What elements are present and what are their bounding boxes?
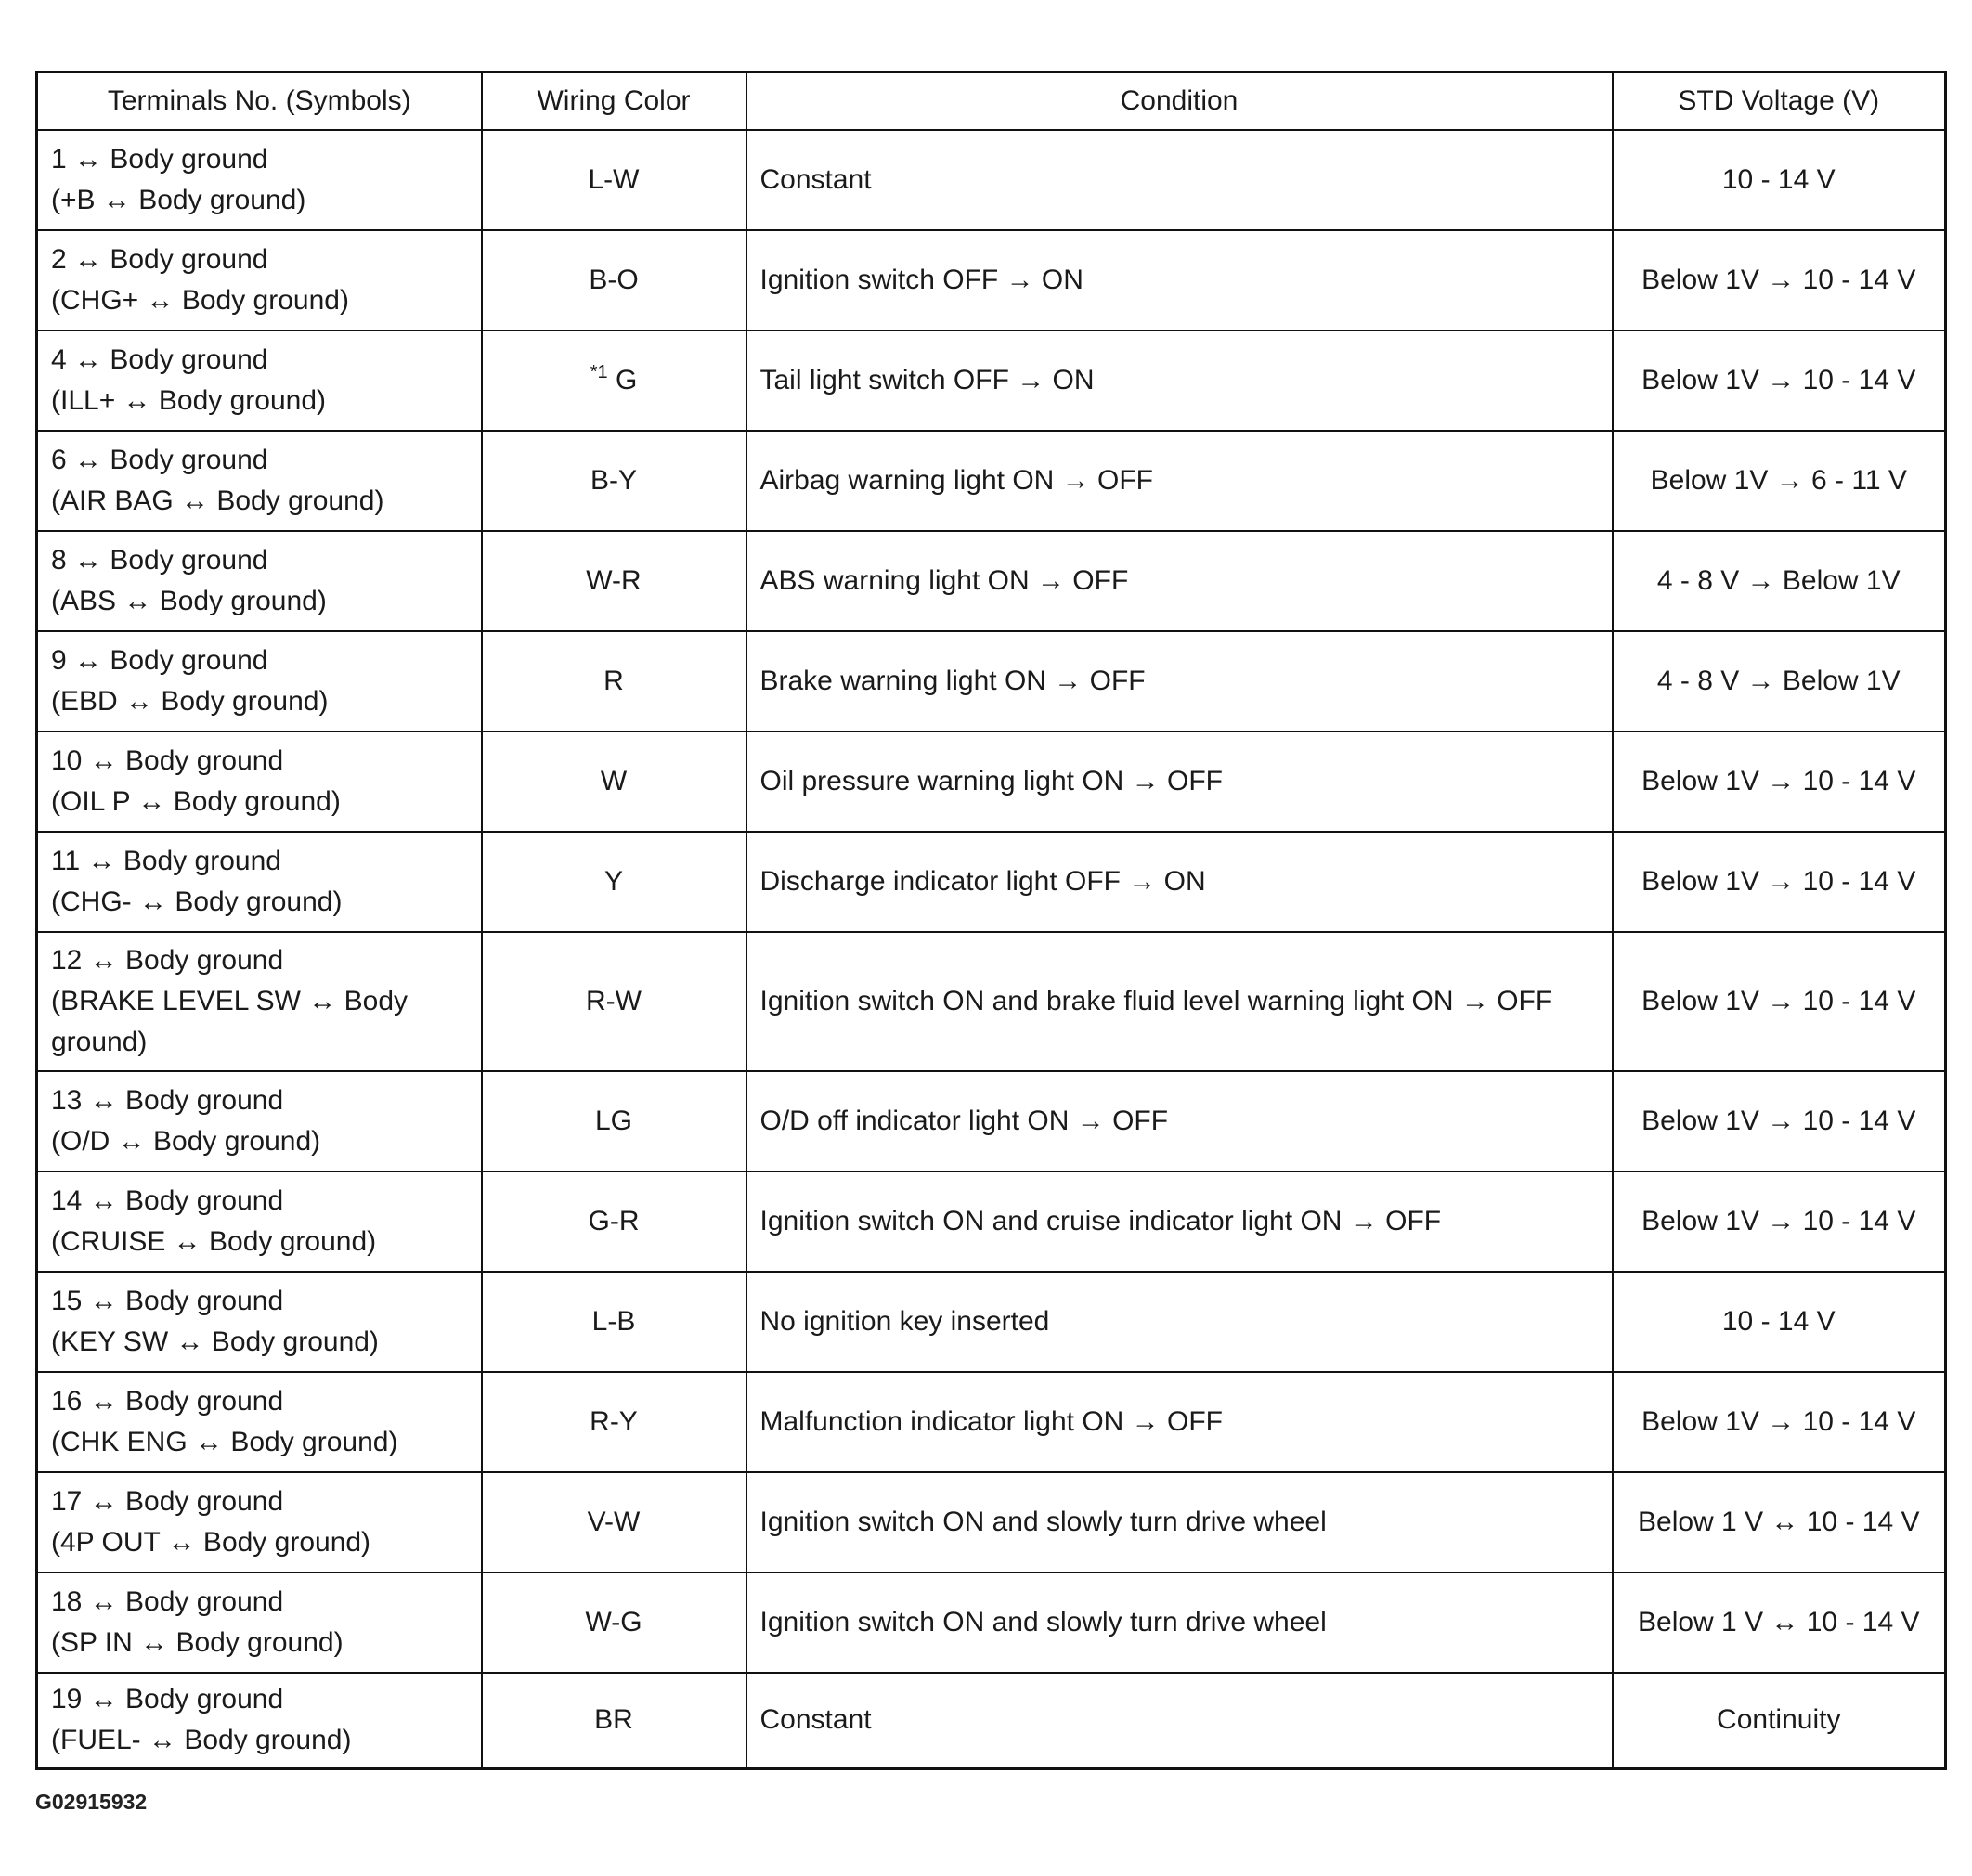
- table-row: [37, 230, 1946, 330]
- terminal-symbol: (BRAKE LEVEL SW ↔ Body ground): [51, 985, 409, 1057]
- terminal-number: 10 ↔ Body ground: [51, 744, 284, 776]
- terminal-symbol: (OIL P ↔ Body ground): [51, 785, 341, 817]
- std-voltage-cell: Below 1V → 10 - 14 V: [1613, 832, 1946, 932]
- terminal-symbol: (CHG+ ↔ Body ground): [51, 284, 349, 316]
- terminal-symbol: (CRUISE ↔ Body ground): [51, 1225, 377, 1257]
- terminal-number: 4 ↔ Body ground: [51, 343, 268, 375]
- condition-cell: O/D off indicator light ON → OFF: [746, 1071, 1613, 1171]
- wiring-color-cell: R: [482, 631, 746, 731]
- table-row: [37, 731, 1946, 832]
- terminal-cell: [37, 631, 482, 731]
- terminal-symbol: (EBD ↔ Body ground): [51, 685, 329, 717]
- wiring-color-cell: W: [482, 731, 746, 832]
- terminal-symbol: (O/D ↔ Body ground): [51, 1125, 321, 1157]
- table-row: [37, 531, 1946, 631]
- terminal-cell: [37, 531, 482, 631]
- condition-cell: Tail light switch OFF → ON: [746, 330, 1613, 431]
- wiring-color-cell: W-R: [482, 531, 746, 631]
- table-header-row: [37, 72, 1946, 130]
- terminal-cell: [37, 731, 482, 832]
- terminal-symbol: (+B ↔ Body ground): [51, 184, 306, 215]
- terminal-number: 13 ↔ Body ground: [51, 1084, 284, 1116]
- table-row: [37, 330, 1946, 431]
- terminal-number: 6 ↔ Body ground: [51, 444, 268, 475]
- std-voltage-cell: Below 1 V ↔ 10 - 14 V: [1613, 1572, 1946, 1673]
- terminal-number: 8 ↔ Body ground: [51, 544, 268, 576]
- condition-cell: Oil pressure warning light ON → OFF: [746, 731, 1613, 832]
- wiring-color-cell: W-G: [482, 1572, 746, 1673]
- condition-cell: Ignition switch ON and brake fluid level warning light ON → OFF: [746, 932, 1613, 1071]
- condition-cell: Constant: [746, 130, 1613, 230]
- condition-cell: Malfunction indicator light ON → OFF: [746, 1372, 1613, 1472]
- terminal-number: 11 ↔ Body ground: [51, 845, 281, 876]
- std-voltage-cell: Below 1V → 10 - 14 V: [1613, 932, 1946, 1071]
- header-condition: Condition: [746, 72, 1613, 130]
- wiring-color-cell: [482, 330, 746, 431]
- condition-cell: Ignition switch OFF → ON: [746, 230, 1613, 330]
- condition-cell: Airbag warning light ON → OFF: [746, 431, 1613, 531]
- terminal-number: 17 ↔ Body ground: [51, 1485, 284, 1517]
- terminal-number: 9 ↔ Body ground: [51, 644, 268, 676]
- table-row: [37, 1673, 1946, 1769]
- terminal-symbol: (ABS ↔ Body ground): [51, 585, 327, 616]
- header-terminal: Terminals No. (Symbols): [37, 72, 482, 130]
- wiring-color-value: G: [615, 364, 638, 395]
- wiring-color-cell: G-R: [482, 1171, 746, 1272]
- std-voltage-cell: 10 - 14 V: [1613, 1272, 1946, 1372]
- wiring-color-cell: R-Y: [482, 1372, 746, 1472]
- table-row: [37, 832, 1946, 932]
- terminal-symbol: (CHK ENG ↔ Body ground): [51, 1426, 398, 1457]
- std-voltage-cell: Below 1V → 10 - 14 V: [1613, 1372, 1946, 1472]
- terminal-cell: [37, 1673, 482, 1769]
- std-voltage-cell: Below 1V → 10 - 14 V: [1613, 1171, 1946, 1272]
- wiring-color-cell: LG: [482, 1071, 746, 1171]
- table-row: [37, 1171, 1946, 1272]
- std-voltage-cell: Continuity: [1613, 1673, 1946, 1769]
- terminal-number: 16 ↔ Body ground: [51, 1385, 284, 1417]
- table-row: [37, 1572, 1946, 1673]
- terminal-voltage-table: [35, 71, 1947, 1770]
- table-row: [37, 431, 1946, 531]
- condition-cell: Ignition switch ON and slowly turn drive wheel: [746, 1472, 1613, 1572]
- table-row: [37, 1472, 1946, 1572]
- std-voltage-cell: Below 1 V ↔ 10 - 14 V: [1613, 1472, 1946, 1572]
- terminal-cell: [37, 330, 482, 431]
- table-row: [37, 1071, 1946, 1171]
- wiring-color-cell: L-W: [482, 130, 746, 230]
- terminal-number: 14 ↔ Body ground: [51, 1184, 284, 1216]
- table-row: [37, 932, 1946, 1071]
- wiring-color-cell: BR: [482, 1673, 746, 1769]
- figure-id: G02915932: [35, 1790, 148, 1814]
- terminal-symbol: (FUEL- ↔ Body ground): [51, 1725, 352, 1756]
- std-voltage-cell: 4 - 8 V → Below 1V: [1613, 531, 1946, 631]
- terminal-symbol: (4P OUT ↔ Body ground): [51, 1526, 371, 1558]
- wiring-color-cell: B-Y: [482, 431, 746, 531]
- terminal-symbol: (AIR BAG ↔ Body ground): [51, 485, 384, 516]
- terminal-number: 18 ↔ Body ground: [51, 1585, 284, 1617]
- terminal-number: 15 ↔ Body ground: [51, 1285, 284, 1316]
- std-voltage-cell: 10 - 14 V: [1613, 130, 1946, 230]
- wiring-color-cell: L-B: [482, 1272, 746, 1372]
- terminal-cell: [37, 1071, 482, 1171]
- terminal-cell: [37, 1272, 482, 1372]
- terminal-cell: [37, 130, 482, 230]
- terminal-symbol: (ILL+ ↔ Body ground): [51, 384, 327, 416]
- terminal-number: 19 ↔ Body ground: [51, 1684, 284, 1715]
- terminal-symbol: (CHG- ↔ Body ground): [51, 886, 343, 917]
- terminal-cell: [37, 1572, 482, 1673]
- terminal-cell: [37, 1472, 482, 1572]
- wiring-color-cell: B-O: [482, 230, 746, 330]
- terminal-cell: [37, 431, 482, 531]
- condition-cell: Discharge indicator light OFF → ON: [746, 832, 1613, 932]
- terminal-number: 2 ↔ Body ground: [51, 243, 268, 275]
- wiring-color-cell: R-W: [482, 932, 746, 1071]
- terminal-cell: [37, 230, 482, 330]
- terminal-symbol: (SP IN ↔ Body ground): [51, 1626, 344, 1658]
- condition-cell: ABS warning light ON → OFF: [746, 531, 1613, 631]
- condition-cell: Ignition switch ON and slowly turn drive wheel: [746, 1572, 1613, 1673]
- header-std-voltage: STD Voltage (V): [1613, 72, 1946, 130]
- std-voltage-cell: Below 1V → 10 - 14 V: [1613, 1071, 1946, 1171]
- wiring-color-cell: V-W: [482, 1472, 746, 1572]
- table-row: [37, 1372, 1946, 1472]
- footnote-marker: *1: [590, 361, 608, 382]
- terminal-cell: [37, 1372, 482, 1472]
- wiring-color-cell: Y: [482, 832, 746, 932]
- table-row: [37, 130, 1946, 230]
- terminal-cell: [37, 832, 482, 932]
- condition-cell: Brake warning light ON → OFF: [746, 631, 1613, 731]
- std-voltage-cell: Below 1V → 6 - 11 V: [1613, 431, 1946, 531]
- table-row: [37, 1272, 1946, 1372]
- terminal-number: 12 ↔ Body ground: [51, 944, 284, 976]
- terminal-number: 1 ↔ Body ground: [51, 143, 268, 175]
- std-voltage-cell: Below 1V → 10 - 14 V: [1613, 330, 1946, 431]
- condition-cell: Ignition switch ON and cruise indicator light ON → OFF: [746, 1171, 1613, 1272]
- std-voltage-cell: Below 1V → 10 - 14 V: [1613, 731, 1946, 832]
- terminal-symbol: (KEY SW ↔ Body ground): [51, 1326, 379, 1357]
- terminal-cell: [37, 932, 482, 1071]
- std-voltage-cell: Below 1V → 10 - 14 V: [1613, 230, 1946, 330]
- condition-cell: No ignition key inserted: [746, 1272, 1613, 1372]
- terminal-cell: [37, 1171, 482, 1272]
- table-row: [37, 631, 1946, 731]
- condition-cell: Constant: [746, 1673, 1613, 1769]
- std-voltage-cell: 4 - 8 V → Below 1V: [1613, 631, 1946, 731]
- header-wiring-color: Wiring Color: [482, 72, 746, 130]
